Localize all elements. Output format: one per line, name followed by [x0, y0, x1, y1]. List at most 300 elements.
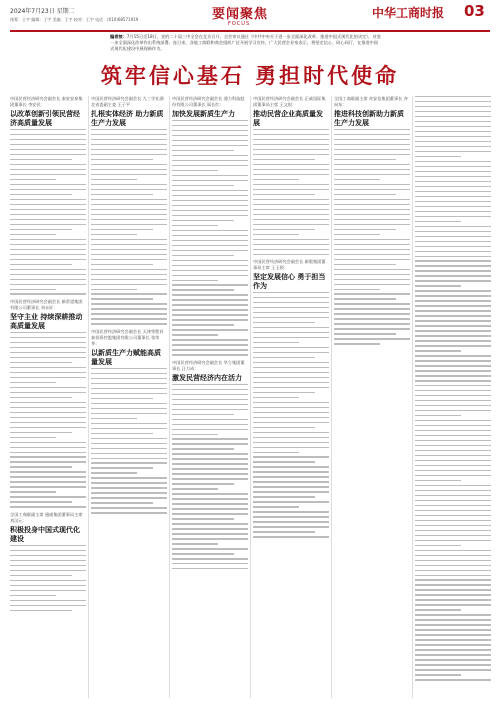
text-line	[253, 219, 329, 220]
text-line	[415, 530, 491, 531]
text-line	[415, 161, 491, 162]
text-line	[415, 136, 491, 137]
text-line	[253, 342, 299, 343]
text-line	[10, 362, 72, 363]
text-line	[91, 418, 137, 419]
article	[10, 299, 86, 508]
text-line	[10, 179, 56, 180]
page-headline: 筑牢信心基石 勇担时代使命	[100, 63, 400, 88]
text-line	[415, 345, 491, 346]
text-line	[172, 200, 248, 201]
text-line	[10, 412, 86, 413]
text-line	[10, 234, 56, 235]
text-line	[415, 256, 491, 257]
text-line	[415, 211, 491, 212]
text-line	[172, 478, 248, 479]
text-line	[91, 388, 167, 389]
text-line	[10, 610, 72, 611]
text-line	[91, 264, 153, 265]
text-line	[172, 155, 248, 156]
text-line	[10, 377, 86, 378]
text-line	[253, 466, 329, 467]
text-line	[172, 453, 248, 454]
text-line	[334, 333, 396, 334]
text-line	[253, 189, 329, 190]
text-line	[10, 279, 86, 280]
text-line	[91, 423, 167, 424]
text-line	[334, 224, 410, 225]
text-line	[415, 181, 491, 182]
text-line	[172, 135, 248, 136]
text-line	[253, 372, 329, 373]
text-line	[91, 477, 167, 478]
text-line	[415, 315, 491, 316]
text-line	[415, 116, 491, 117]
text-line	[91, 259, 167, 260]
text-line	[91, 403, 167, 404]
text-line	[91, 492, 167, 493]
text-line	[172, 185, 234, 186]
editor-note	[110, 34, 382, 52]
text-line	[334, 259, 410, 260]
text-line	[10, 352, 86, 353]
text-line	[91, 393, 167, 394]
text-line	[253, 496, 315, 497]
text-line	[91, 458, 167, 459]
text-line	[91, 308, 167, 309]
article-body	[91, 129, 167, 325]
text-line	[253, 244, 329, 245]
text-line	[172, 125, 248, 126]
text-line	[253, 234, 299, 235]
text-line	[253, 312, 329, 313]
text-line	[10, 214, 86, 215]
text-line	[415, 614, 491, 615]
text-line	[172, 275, 248, 276]
text-line	[91, 169, 167, 170]
text-line	[253, 447, 329, 448]
text-line	[253, 154, 329, 155]
text-line	[10, 402, 86, 403]
text-line	[334, 303, 410, 304]
text-line	[10, 284, 86, 285]
text-line	[253, 382, 329, 383]
text-line	[172, 319, 248, 320]
text-line	[253, 397, 299, 398]
text-line	[415, 265, 491, 266]
text-line	[10, 501, 72, 502]
text-line	[415, 435, 491, 436]
text-line	[91, 164, 167, 165]
text-line	[172, 180, 248, 181]
text-line	[334, 229, 396, 230]
text-line	[415, 465, 491, 466]
text-line	[334, 164, 410, 165]
text-line	[415, 106, 491, 107]
text-line	[91, 323, 167, 324]
article-kicker: 全国工商联副主席 通威集团董事局主席 刘汉元：	[10, 511, 83, 523]
text-line	[334, 169, 410, 170]
text-line	[253, 159, 315, 160]
text-line	[172, 195, 248, 196]
text-line	[415, 674, 461, 675]
text-line	[415, 649, 491, 650]
text-line	[172, 260, 248, 261]
text-line	[91, 383, 167, 384]
text-line	[91, 467, 153, 468]
text-line	[91, 289, 137, 290]
text-line	[91, 249, 167, 250]
text-line	[415, 390, 491, 391]
text-line	[415, 395, 491, 396]
text-line	[10, 392, 86, 393]
text-line	[415, 221, 461, 222]
text-line	[253, 407, 329, 408]
text-line	[253, 506, 299, 507]
column-divider	[250, 96, 251, 698]
text-line	[253, 129, 329, 130]
text-line	[415, 450, 491, 451]
text-line	[172, 255, 234, 256]
text-line	[10, 550, 86, 551]
text-line	[172, 344, 248, 345]
text-line	[415, 589, 491, 590]
text-line	[10, 164, 86, 165]
text-line	[172, 309, 248, 310]
text-line	[172, 140, 248, 141]
text-line	[10, 397, 72, 398]
text-line	[415, 171, 491, 172]
text-line	[10, 154, 86, 155]
text-line	[253, 452, 299, 453]
text-line	[172, 558, 248, 559]
text-line	[172, 434, 218, 435]
text-line	[172, 304, 248, 305]
text-line	[172, 458, 248, 459]
text-line	[172, 160, 248, 161]
text-line	[91, 443, 167, 444]
text-line	[10, 407, 86, 408]
text-line	[172, 280, 218, 281]
text-line	[172, 299, 248, 300]
section-title: 要闻聚焦	[212, 7, 269, 22]
text-column	[172, 96, 248, 698]
column-divider	[412, 96, 413, 698]
text-line	[334, 328, 410, 329]
text-line	[172, 414, 234, 415]
text-line	[172, 215, 248, 216]
article	[334, 96, 410, 345]
text-line	[415, 251, 491, 252]
text-line	[334, 298, 396, 299]
text-line	[172, 429, 248, 430]
text-line	[91, 149, 167, 150]
text-line	[415, 594, 491, 595]
article-body	[334, 129, 410, 345]
text-line	[415, 385, 491, 386]
text-line	[415, 440, 491, 441]
text-line	[172, 563, 248, 564]
text-line	[10, 239, 86, 240]
text-line	[334, 184, 410, 185]
text-line	[91, 184, 167, 185]
text-line	[415, 629, 491, 630]
text-line	[91, 507, 167, 508]
text-line	[172, 419, 248, 420]
text-line	[415, 624, 491, 625]
text-line	[415, 196, 491, 197]
text-line	[10, 204, 86, 205]
text-line	[91, 234, 137, 235]
text-line	[334, 279, 410, 280]
text-line	[172, 404, 248, 405]
text-line	[415, 151, 491, 152]
text-line	[253, 511, 329, 512]
text-line	[253, 352, 329, 353]
text-line	[415, 295, 491, 296]
text-line	[253, 337, 329, 338]
text-line	[253, 412, 329, 413]
text-line	[172, 165, 248, 166]
text-line	[172, 488, 218, 489]
text-line	[91, 209, 167, 210]
text-line	[253, 179, 299, 180]
text-line	[10, 347, 86, 348]
text-line	[10, 357, 86, 358]
text-line	[415, 445, 491, 446]
page-number: 03	[464, 2, 485, 20]
text-line	[334, 129, 410, 130]
text-line	[172, 553, 234, 554]
text-line	[415, 186, 491, 187]
text-line	[172, 245, 248, 246]
text-line	[10, 466, 72, 467]
text-line	[91, 219, 167, 220]
text-line	[172, 399, 248, 400]
text-line	[334, 323, 410, 324]
text-line	[172, 190, 248, 191]
text-line	[415, 604, 491, 605]
article-kicker: 中国民营经济研究会副会长 天津荣程祥泰投资控股集团有限公司董事长 张荣华：	[91, 328, 164, 346]
text-line	[415, 560, 491, 561]
text-line	[172, 443, 248, 444]
text-line	[91, 368, 167, 369]
text-line	[253, 486, 329, 487]
text-line	[10, 264, 72, 265]
text-line	[415, 340, 491, 341]
text-line	[253, 332, 329, 333]
text-line	[415, 609, 461, 610]
article-body	[10, 545, 86, 611]
text-line	[172, 498, 248, 499]
text-line	[334, 219, 410, 220]
text-line	[415, 375, 491, 376]
text-line	[172, 543, 218, 544]
text-line	[253, 249, 329, 250]
text-line	[10, 442, 86, 443]
text-line	[172, 424, 248, 425]
text-line	[172, 493, 248, 494]
text-line	[10, 209, 86, 210]
text-line	[91, 408, 167, 409]
column-divider	[169, 96, 170, 698]
text-line	[91, 279, 167, 280]
text-line	[415, 555, 491, 556]
text-line	[10, 486, 86, 487]
text-line	[172, 270, 248, 271]
text-line	[172, 508, 248, 509]
text-line	[91, 462, 167, 463]
text-line	[10, 545, 86, 546]
text-line	[334, 179, 380, 180]
text-line	[415, 579, 491, 580]
text-line	[91, 129, 167, 130]
text-line	[253, 432, 329, 433]
text-line	[253, 254, 329, 255]
text-line	[415, 320, 491, 321]
text-line	[91, 159, 153, 160]
text-line	[415, 131, 491, 132]
article-title: 积极投身中国式现代化建设	[10, 524, 80, 543]
text-line	[91, 269, 167, 270]
text-line	[253, 392, 315, 393]
text-line	[415, 575, 491, 576]
text-line	[334, 343, 380, 344]
text-line	[172, 548, 248, 549]
text-line	[91, 214, 167, 215]
text-line	[91, 174, 167, 175]
text-line	[91, 204, 167, 205]
text-column	[10, 96, 86, 698]
text-line	[253, 149, 329, 150]
text-line	[415, 545, 461, 546]
article-title: 以新质生产力赋能高质量发展	[91, 347, 161, 366]
text-line	[10, 570, 86, 571]
text-line	[172, 528, 248, 529]
text-line	[253, 357, 315, 358]
text-line	[415, 669, 491, 670]
text-line	[415, 460, 491, 461]
text-line	[172, 324, 234, 325]
text-line	[415, 405, 491, 406]
text-line	[334, 269, 410, 270]
text-line	[172, 130, 248, 131]
text-line	[172, 513, 248, 514]
text-line	[415, 206, 491, 207]
text-line	[253, 174, 329, 175]
text-line	[415, 565, 491, 566]
text-line	[10, 387, 86, 388]
text-line	[10, 595, 56, 596]
article-title: 激发民营经济内在活力	[172, 372, 242, 382]
text-line	[10, 585, 86, 586]
text-line	[334, 159, 396, 160]
text-line	[253, 526, 329, 527]
text-line	[91, 303, 167, 304]
text-line	[172, 538, 248, 539]
text-line	[415, 275, 491, 276]
text-line	[10, 565, 86, 566]
text-line	[415, 370, 491, 371]
text-line	[415, 654, 491, 655]
text-line	[91, 194, 153, 195]
text-line	[91, 134, 167, 135]
text-line	[91, 199, 167, 200]
text-line	[91, 244, 167, 245]
text-line	[91, 497, 167, 498]
text-line	[10, 372, 86, 373]
text-line	[415, 540, 491, 541]
text-column	[415, 96, 491, 698]
article-kicker: 中国民营经济研究会副会长 通力科技股份有限公司董事长 阎长红：	[172, 96, 245, 107]
page-header	[0, 0, 500, 30]
text-line	[91, 229, 153, 230]
text-line	[253, 169, 329, 170]
text-line	[10, 229, 72, 230]
text-line	[334, 139, 410, 140]
text-line	[172, 175, 248, 176]
text-line	[172, 225, 218, 226]
article-title: 推进科技创新助力新质生产力发展	[334, 109, 404, 127]
text-line	[10, 461, 86, 462]
text-line	[172, 235, 248, 236]
text-line	[91, 448, 167, 449]
article-kicker: 全国工商联副主席 奇安信集团董事长 齐向东：	[334, 96, 408, 107]
text-line	[91, 453, 167, 454]
text-column	[334, 96, 410, 698]
text-line	[172, 384, 248, 385]
text-line	[10, 244, 86, 245]
article-body	[172, 120, 248, 356]
text-line	[334, 308, 410, 309]
text-line	[91, 482, 167, 483]
text-line	[415, 570, 491, 571]
text-line	[172, 220, 234, 221]
article	[10, 96, 86, 295]
text-line	[91, 274, 167, 275]
text-line	[253, 214, 329, 215]
text-line	[172, 339, 248, 340]
text-line	[415, 226, 491, 227]
text-line	[415, 101, 491, 102]
text-line	[253, 194, 315, 195]
text-line	[10, 452, 86, 453]
text-line	[415, 290, 491, 291]
text-line	[253, 327, 329, 328]
article	[91, 96, 167, 325]
text-line	[172, 448, 234, 449]
text-line	[415, 126, 491, 127]
text-line	[415, 270, 491, 271]
text-line	[415, 355, 491, 356]
article-title: 推动民营企业高质量发展	[253, 109, 323, 127]
text-line	[253, 209, 329, 210]
article-title: 扎根实体经济 助力新质生产力发展	[91, 109, 164, 127]
text-line	[172, 145, 248, 146]
text-line	[415, 231, 491, 232]
text-line	[10, 189, 86, 190]
text-line	[253, 437, 329, 438]
text-line	[253, 531, 315, 532]
text-line	[91, 313, 167, 314]
text-line	[253, 471, 329, 472]
text-line	[172, 518, 234, 519]
article-title: 加快发展新质生产力	[172, 109, 235, 118]
text-line	[253, 317, 329, 318]
text-line	[91, 189, 167, 190]
text-line	[415, 659, 491, 660]
text-line	[10, 496, 86, 497]
